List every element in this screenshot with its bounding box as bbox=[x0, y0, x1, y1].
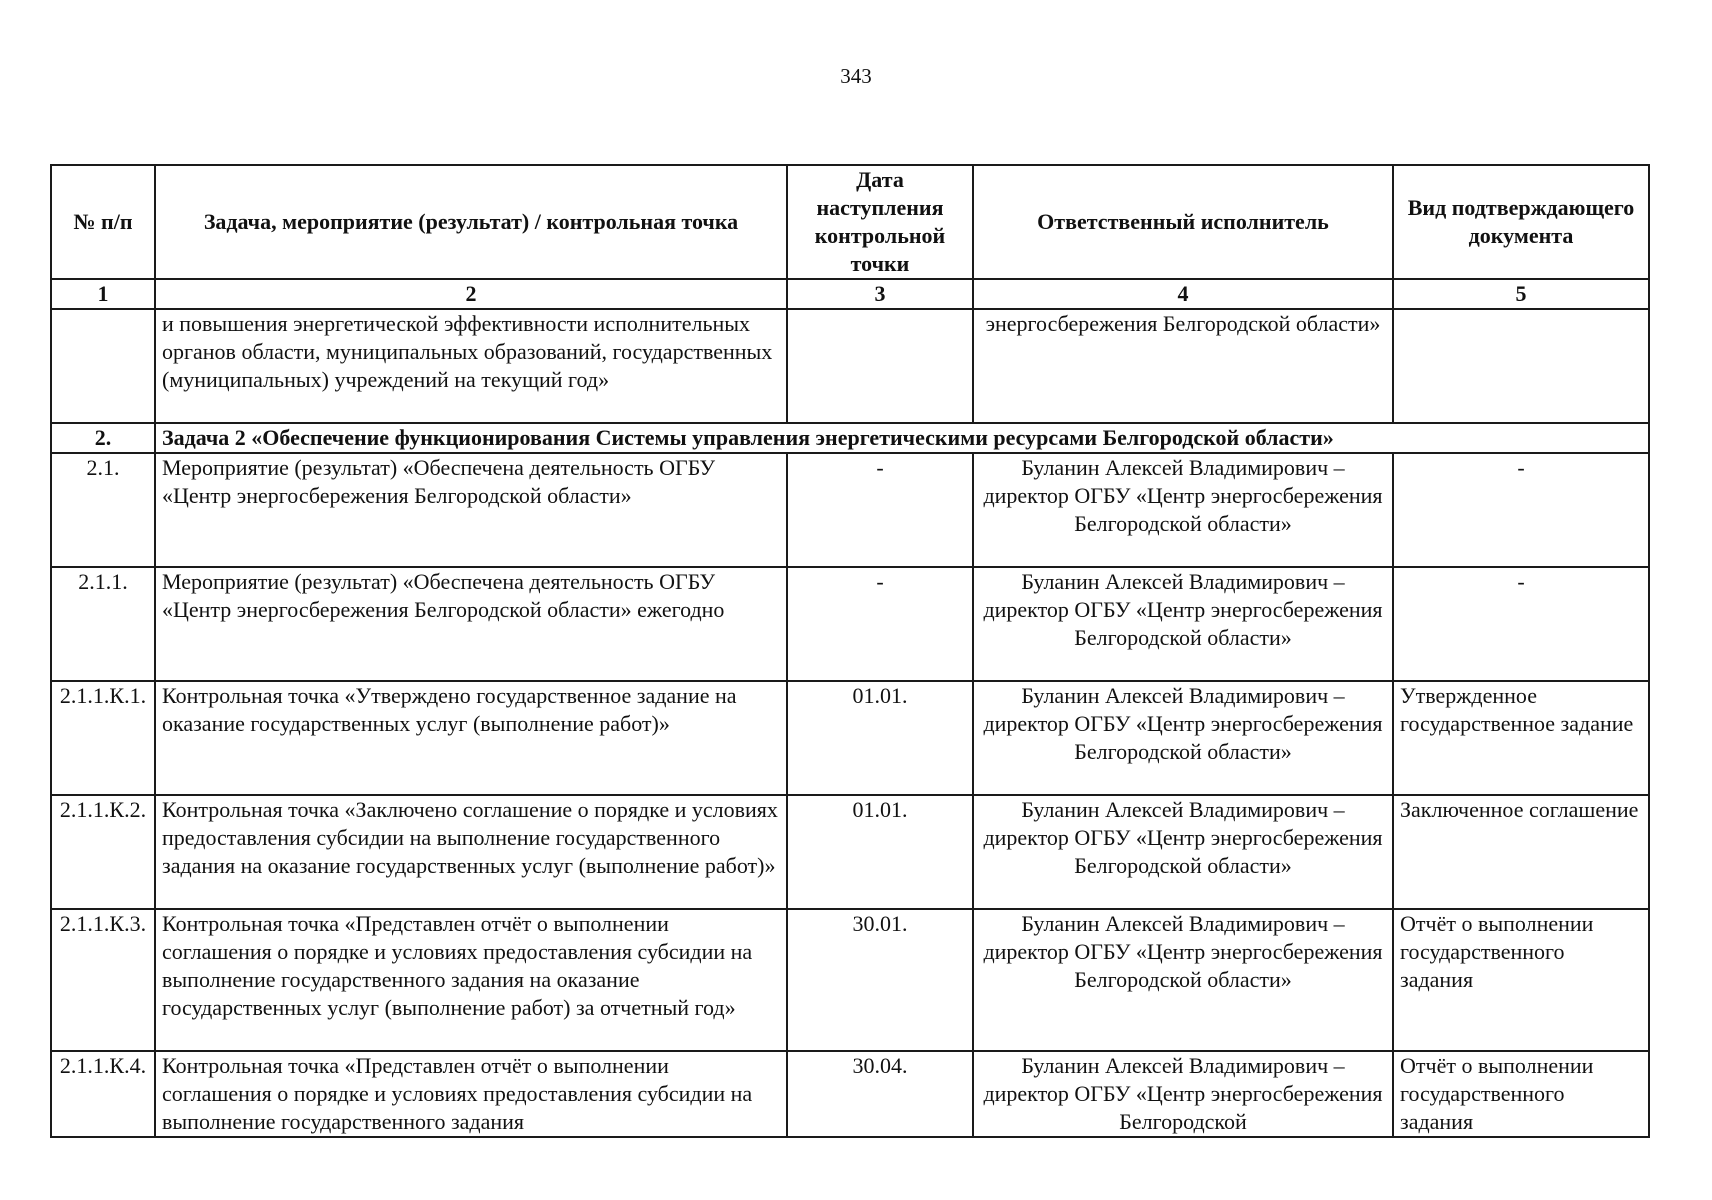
task-title: Задача 2 «Обеспечение функционирования Системы управления энергетическими ресурсами Белгородской области» bbox=[155, 423, 1649, 453]
row-document: - bbox=[1393, 453, 1649, 567]
row-date: 01.01. bbox=[787, 681, 973, 795]
header-document: Вид подтверждающего документа bbox=[1393, 165, 1649, 279]
row-date: - bbox=[787, 567, 973, 681]
row-number: 2.1.1.К.1. bbox=[51, 681, 155, 795]
row-task: Контрольная точка «Представлен отчёт о выполнении соглашения о порядке и условиях предоставления субсидии на выполнение государственного задания на оказание государственных услуг (выполнение работ) за отчетный год» bbox=[155, 909, 787, 1051]
row-number: 2.1.1.К.4. bbox=[51, 1051, 155, 1137]
row-number: 2.1.1.К.2. bbox=[51, 795, 155, 909]
table-row bbox=[51, 567, 1649, 681]
row-date: 30.01. bbox=[787, 909, 973, 1051]
header-responsible: Ответственный исполнитель bbox=[973, 165, 1393, 279]
row-responsible: энергосбережения Белгородской области» bbox=[973, 309, 1393, 423]
table-row bbox=[51, 909, 1649, 1051]
table-header-row bbox=[51, 165, 1649, 279]
table-row bbox=[51, 309, 1649, 423]
row-task: Контрольная точка «Утверждено государственное задание на оказание государственных услуг (выполнение работ)» bbox=[155, 681, 787, 795]
row-responsible: Буланин Алексей Владимирович – директор ОГБУ «Центр энергосбережения Белгородской области» bbox=[973, 567, 1393, 681]
column-number: 1 bbox=[51, 279, 155, 309]
task-heading-row bbox=[51, 423, 1649, 453]
row-date: 30.04. bbox=[787, 1051, 973, 1137]
task-number: 2. bbox=[51, 423, 155, 453]
row-date: - bbox=[787, 453, 973, 567]
row-responsible: Буланин Алексей Владимирович – директор ОГБУ «Центр энергосбережения Белгородской bbox=[973, 1051, 1393, 1137]
row-responsible: Буланин Алексей Владимирович – директор ОГБУ «Центр энергосбережения Белгородской области» bbox=[973, 453, 1393, 567]
row-document: Утвержденное государственное задание bbox=[1393, 681, 1649, 795]
row-number: 2.1.1.К.3. bbox=[51, 909, 155, 1051]
header-number: № п/п bbox=[51, 165, 155, 279]
row-document bbox=[1393, 309, 1649, 423]
column-number: 5 bbox=[1393, 279, 1649, 309]
page-number: 343 bbox=[840, 64, 872, 88]
row-task: Мероприятие (результат) «Обеспечена деятельность ОГБУ «Центр энергосбережения Белгородской области» ежегодно bbox=[155, 567, 787, 681]
column-number-row bbox=[51, 279, 1649, 309]
table-row bbox=[51, 1051, 1649, 1137]
row-responsible: Буланин Алексей Владимирович – директор ОГБУ «Центр энергосбережения Белгородской области» bbox=[973, 795, 1393, 909]
column-number: 2 bbox=[155, 279, 787, 309]
row-number: 2.1. bbox=[51, 453, 155, 567]
table-row bbox=[51, 795, 1649, 909]
column-number: 4 bbox=[973, 279, 1393, 309]
row-document: Отчёт о выполнении государственного задания bbox=[1393, 909, 1649, 1051]
row-task: Мероприятие (результат) «Обеспечена деятельность ОГБУ «Центр энергосбережения Белгородской области» bbox=[155, 453, 787, 567]
row-number: 2.1.1. bbox=[51, 567, 155, 681]
row-task: Контрольная точка «Заключено соглашение о порядке и условиях предоставления субсидии на выполнение государственного задания на оказание государственных услуг (выполнение работ)» bbox=[155, 795, 787, 909]
header-task: Задача, мероприятие (результат) / контрольная точка bbox=[155, 165, 787, 279]
row-document: Отчёт о выполнении государственного задания bbox=[1393, 1051, 1649, 1137]
column-number: 3 bbox=[787, 279, 973, 309]
control-points-table bbox=[50, 164, 1650, 1138]
row-date bbox=[787, 309, 973, 423]
row-document: - bbox=[1393, 567, 1649, 681]
row-task: и повышения энергетической эффективности исполнительных органов области, муниципальных образований, государственных (муниципальных) учреждений на текущий год» bbox=[155, 309, 787, 423]
row-responsible: Буланин Алексей Владимирович – директор ОГБУ «Центр энергосбережения Белгородской области» bbox=[973, 909, 1393, 1051]
row-number bbox=[51, 309, 155, 423]
row-responsible: Буланин Алексей Владимирович – директор ОГБУ «Центр энергосбережения Белгородской области» bbox=[973, 681, 1393, 795]
row-task: Контрольная точка «Представлен отчёт о выполнении соглашения о порядке и условиях предоставления субсидии на выполнение государственного задания bbox=[155, 1051, 787, 1137]
table-row bbox=[51, 681, 1649, 795]
header-date: Дата наступления контрольной точки bbox=[787, 165, 973, 279]
row-date: 01.01. bbox=[787, 795, 973, 909]
row-document: Заключенное соглашение bbox=[1393, 795, 1649, 909]
table-row bbox=[51, 453, 1649, 567]
